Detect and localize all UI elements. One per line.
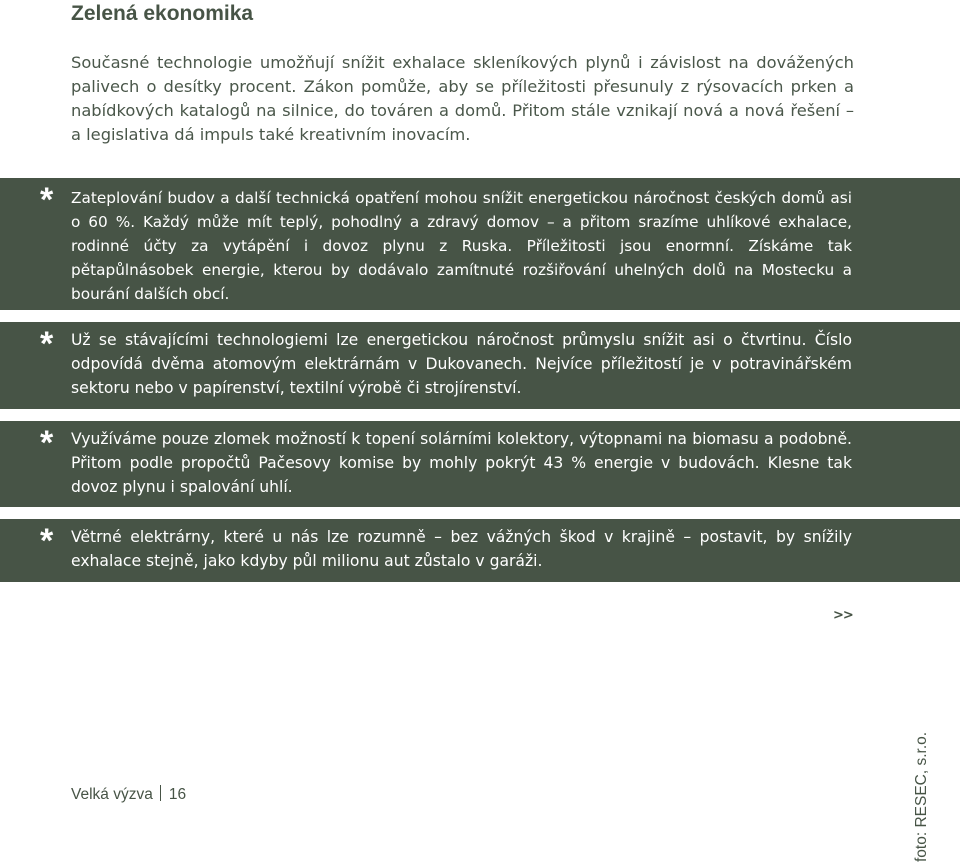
page-footer [71,785,186,804]
bullet-band-industry [0,322,960,409]
bullet-band-insulation [0,178,960,310]
footer-divider [160,785,161,801]
bullet-text: Už se stávajícími technologiemi lze energetickou náročnost průmyslu snížit asi o čtvrtinu. Číslo odpovídá dvěma atomovým elektrárnám v Dukovanech. Nejvíce příležitostí je v potravinářském sektoru nebo v papírenství, textilní výrobě či strojírenství. [71,331,852,397]
page-title: Zelená ekonomika [71,2,254,25]
next-page-link[interactable]: >> [833,608,853,623]
asterisk-icon: * [40,181,54,219]
asterisk-icon: * [40,424,54,462]
page-number: 16 [168,786,187,803]
bullet-band-wind [0,519,960,582]
bullet-band-solar [0,421,960,507]
asterisk-icon: * [40,325,54,363]
bullet-text: Zateplování budov a další technická opatření mohou snížit energetickou náročnost českých domů asi o 60 %. Každý může mít teplý, pohodlný a zdravý domov – a přitom srazíme uhlíkové exhalace, rodinné účty za vytápění i dovoz plynu z Ruska. Příležitosti jsou enormní. Získáme tak pětapůlnásobek energie, kterou by dodávalo zamítnuté rozšiřování uhelných dolů na Mostecku a bourání dalších obcí. [71,189,852,303]
bullet-text: Využíváme pouze zlomek možností k topení solárními kolektory, výtopnami na biomasu a podobně. Přitom podle propočtů Pačesovy komise by mohly pokrýt 43 % energie v budovách. Klesne tak dovoz plynu i spalování uhlí. [71,430,852,496]
bullet-text: Větrné elektrárny, které u nás lze rozumně – bez vážných škod v krajině – postavit, by snížily exhalace stejně, jako kdyby půl milionu aut zůstalo v garáži. [71,528,852,570]
asterisk-icon: * [40,522,54,560]
photo-credit: foto: RESEC, s.r.o. [913,731,930,862]
publication-name: Velká výzva [71,786,153,803]
intro-paragraph: Současné technologie umožňují snížit exhalace skleníkových plynů i závislost na dovážených palivech o desítky procent. Zákon pomůže, aby se příležitosti přesunuly z rýsovacích prken a nabídkových katalogů na silnice, do továren a domů. Přitom stále vznikají nová a nová řešení – a legislativa dá impuls také kreativním inovacím. [71,53,854,144]
